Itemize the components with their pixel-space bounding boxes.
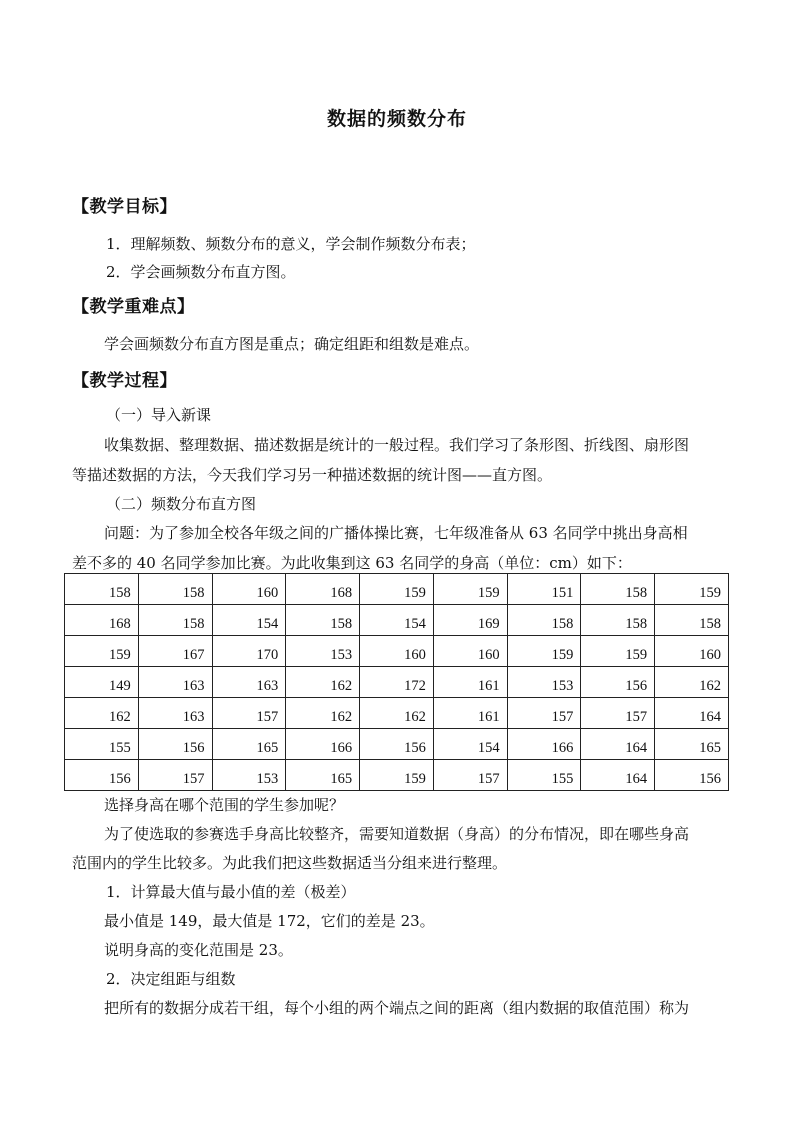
part2-title: （二）频数分布直方图	[106, 495, 257, 513]
part1-paragraph-line2: 等描述数据的方法，今天我们学习另一种描述数据的统计图——直方图。	[72, 466, 553, 484]
table-cell: 163	[138, 698, 212, 729]
problem-line1: 问题：为了参加全校各年级之间的广播体操比赛，七年级准备从 63 名同学中挑出身高相	[104, 524, 688, 542]
table-row	[65, 574, 729, 605]
table-cell: 161	[433, 698, 507, 729]
step1-detail: 最小值是 149，最大值是 172，它们的差是 23。	[104, 912, 435, 930]
table-cell: 168	[286, 574, 360, 605]
table-cell: 159	[65, 636, 139, 667]
table-cell: 157	[138, 760, 212, 791]
table-cell: 158	[581, 574, 655, 605]
table-cell: 158	[138, 605, 212, 636]
table-cell: 156	[655, 760, 729, 791]
table-cell: 163	[212, 667, 286, 698]
part1-paragraph-line1: 收集数据、整理数据、描述数据是统计的一般过程。我们学习了条形图、折线图、扇形图	[104, 436, 690, 454]
table-row	[65, 698, 729, 729]
goal-item-2: 2．学会画频数分布直方图。	[106, 263, 296, 281]
table-cell: 155	[507, 760, 581, 791]
table-cell: 157	[507, 698, 581, 729]
table-cell: 164	[655, 698, 729, 729]
table-cell: 161	[433, 667, 507, 698]
table-cell: 165	[286, 760, 360, 791]
table-row	[65, 760, 729, 791]
table-row	[65, 636, 729, 667]
table-cell: 158	[65, 574, 139, 605]
table-cell: 168	[65, 605, 139, 636]
heights-table	[64, 573, 729, 791]
table-cell: 166	[286, 729, 360, 760]
table-cell: 172	[360, 667, 434, 698]
table-cell: 156	[138, 729, 212, 760]
table-cell: 153	[507, 667, 581, 698]
table-cell: 170	[212, 636, 286, 667]
table-cell: 162	[655, 667, 729, 698]
goal-item-1: 1．理解频数、频数分布的意义，学会制作频数分布表；	[106, 235, 476, 253]
heading-key-points: 【教学重难点】	[72, 297, 195, 317]
table-cell: 166	[507, 729, 581, 760]
table-cell: 157	[581, 698, 655, 729]
heading-teaching-goals: 【教学目标】	[72, 197, 177, 217]
step2-title: 2．决定组距与组数	[106, 970, 236, 988]
table-cell: 153	[212, 760, 286, 791]
heading-teaching-process: 【教学过程】	[72, 371, 177, 391]
table-cell: 158	[655, 605, 729, 636]
part1-title: （一）导入新课	[106, 406, 212, 424]
table-cell: 159	[360, 760, 434, 791]
table-cell: 158	[581, 605, 655, 636]
table-cell: 153	[286, 636, 360, 667]
table-cell: 160	[655, 636, 729, 667]
table-cell: 154	[212, 605, 286, 636]
table-cell: 162	[65, 698, 139, 729]
table-cell: 164	[581, 760, 655, 791]
table-cell: 157	[433, 760, 507, 791]
table-cell: 154	[433, 729, 507, 760]
table-row	[65, 667, 729, 698]
problem-line2: 差不多的 40 名同学参加比赛。为此收集到这 63 名同学的身高（单位：cm）如下：	[72, 554, 632, 572]
question-text: 选择身高在哪个范围的学生参加呢？	[104, 796, 345, 814]
paragraph-line1: 为了使选取的参赛选手身高比较整齐，需要知道数据（身高）的分布情况，即在哪些身高	[104, 825, 690, 843]
table-cell: 160	[433, 636, 507, 667]
key-points-text: 学会画频数分布直方图是重点；确定组距和组数是难点。	[104, 335, 480, 353]
table-cell: 165	[212, 729, 286, 760]
table-cell: 169	[433, 605, 507, 636]
table-cell: 164	[581, 729, 655, 760]
table-cell: 158	[138, 574, 212, 605]
table-cell: 159	[360, 574, 434, 605]
table-cell: 165	[655, 729, 729, 760]
table-cell: 157	[212, 698, 286, 729]
table-cell: 149	[65, 667, 139, 698]
step2-detail: 把所有的数据分成若干组，每个小组的两个端点之间的距离（组内数据的取值范围）称为	[104, 999, 690, 1017]
table-cell: 159	[507, 636, 581, 667]
table-row	[65, 729, 729, 760]
table-cell: 159	[433, 574, 507, 605]
table-cell: 158	[507, 605, 581, 636]
table-cell: 159	[581, 636, 655, 667]
table-cell: 156	[65, 760, 139, 791]
table-cell: 160	[212, 574, 286, 605]
table-cell: 163	[138, 667, 212, 698]
table-cell: 151	[507, 574, 581, 605]
step1-title: 1．计算最大值与最小值的差（极差）	[106, 883, 356, 901]
table-cell: 158	[286, 605, 360, 636]
step1-note: 说明身高的变化范围是 23。	[104, 941, 293, 959]
paragraph-line2: 范围内的学生比较多。为此我们把这些数据适当分组来进行整理。	[72, 854, 508, 872]
table-row	[65, 605, 729, 636]
table-cell: 160	[360, 636, 434, 667]
page-title: 数据的频数分布	[326, 108, 467, 130]
table-cell: 162	[360, 698, 434, 729]
table-cell: 162	[286, 698, 360, 729]
table-cell: 167	[138, 636, 212, 667]
table-cell: 154	[360, 605, 434, 636]
table-cell: 162	[286, 667, 360, 698]
table-cell: 155	[65, 729, 139, 760]
table-cell: 156	[581, 667, 655, 698]
table-cell: 156	[360, 729, 434, 760]
table-cell: 159	[655, 574, 729, 605]
